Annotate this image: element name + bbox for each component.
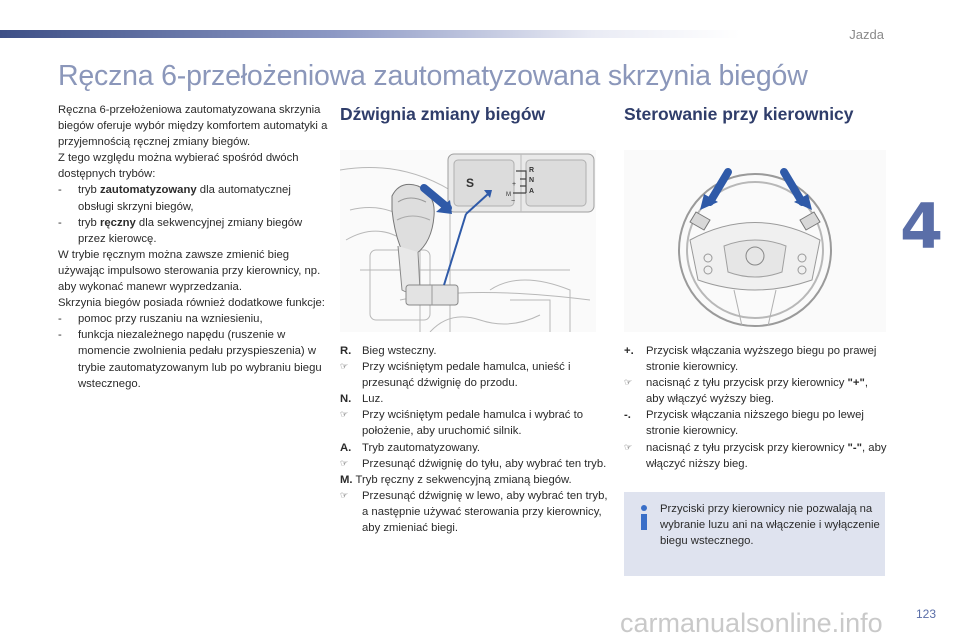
list-item: ☞ Przy wciśniętym pedale hamulca, unieść i przesunąć dźwignię do przodu. <box>340 361 571 390</box>
list-item: - funkcja niezależnego napędu (ruszenie w momencie zwolnienia pedału przyspieszenia) w trybie zautomatyzowanym lub po wybraniu biegu wstecznego. <box>58 329 322 390</box>
list-item: +. Przycisk włączania wyższego biegu po prawej stronie kierownicy. <box>624 345 877 374</box>
position-key: M. <box>340 473 353 486</box>
list-item: ☞ Przy wciśniętym pedale hamulca i wybrać to położenie, aby uruchomić silnik. <box>340 409 584 438</box>
position-key: R. <box>340 345 352 357</box>
panel-label-n: N <box>529 177 535 184</box>
list-dash: - <box>58 313 62 326</box>
list-dash: - <box>58 216 62 229</box>
lever-positions <box>340 343 610 536</box>
intro-paragraph: Z tego względu można wybierać spośród dwóch dostępnych trybów: <box>58 152 299 181</box>
steering-wheel-illustration <box>624 150 886 332</box>
list-item: ☞ nacisnąć z tyłu przycisk przy kierownicy "+", aby włączyć wyższy bieg. <box>624 377 868 406</box>
list-item: ☞ Przesunąć dźwignię w lewo, aby wybrać ten tryb, a następnie używać sterowania przy kierownicy, aby zmieniać biegi. <box>340 489 608 535</box>
arrow-icon: ☞ <box>340 410 349 421</box>
list-item: N. Luz. <box>340 391 610 407</box>
header-bar <box>0 30 740 38</box>
intro-paragraph: Ręczna 6-przełożeniowa zautomatyzowana skrzynia biegów oferuje wybór między komfortem automatyki a przyjemnością ręcznej zmiany biegów. <box>58 104 328 149</box>
page-number: 123 <box>915 607 936 621</box>
paddle-plus <box>800 212 820 230</box>
panel-label-plus: + <box>512 181 517 188</box>
panel-label-r: R <box>529 167 535 174</box>
position-key: A. <box>340 441 352 454</box>
section-label: Jazda <box>849 27 884 42</box>
arrow-icon: ☞ <box>624 442 633 453</box>
panel-label-s: S <box>466 176 475 190</box>
list-item: A. Tryb zautomatyzowany. <box>340 440 610 456</box>
position-key: N. <box>340 393 352 406</box>
arrow-icon: ☞ <box>340 458 349 469</box>
mode-manual: ręczny <box>99 216 136 229</box>
note-text: Przyciski przy kierownicy nie pozwalają na wybranie luzu ani na włączenie i wyłączenie biegu wstecznego. <box>660 503 880 548</box>
list-item: M. Tryb ręczny z sekwencyjną zmianą biegów. <box>340 473 572 486</box>
panel-label-minus: − <box>511 198 516 205</box>
steering-wheel-drawing <box>624 150 886 332</box>
intro-column <box>58 102 328 392</box>
gear-knob <box>392 184 434 293</box>
watermark: carmanualsonline.info <box>620 608 883 638</box>
chapter-number: 4 <box>900 190 944 263</box>
page-title: Ręczna 6-przełożeniowa zautomatyzowana skrzynia biegów <box>58 60 808 92</box>
wheel-controls <box>624 343 888 472</box>
control-key: +. <box>624 345 634 357</box>
intro-paragraph: Skrzynia biegów posiada również dodatkowe funkcje: <box>58 297 325 310</box>
gear-lever-illustration <box>340 150 596 332</box>
list-item: -. Przycisk włączania niższego biegu po lewej stronie kierownicy. <box>624 409 864 438</box>
paddle-minus <box>690 212 710 230</box>
panel-label-m: M <box>506 192 511 198</box>
list-dash: - <box>58 184 62 197</box>
list-item: R. Bieg wsteczny. <box>340 343 610 359</box>
arrow-icon: ☞ <box>340 362 349 373</box>
control-key: -. <box>624 409 631 422</box>
arrow-icon: ☞ <box>340 490 349 501</box>
arrow-icon: ☞ <box>624 378 633 389</box>
list-dash: - <box>58 329 62 342</box>
list-item: - pomoc przy ruszaniu na wzniesieniu, <box>58 311 328 327</box>
mode-automatic: zautomatyzowany <box>99 184 197 197</box>
list-item: ☞ Przesunąć dźwignię do tyłu, aby wybrać ten tryb. <box>340 456 610 472</box>
list-item: - tryb zautomatyzowany dla automatycznej obsługi skrzyni biegów, <box>58 184 291 213</box>
list-item: ☞ nacisnąć z tyłu przycisk przy kierownicy "-", aby włączyć niższy bieg. <box>624 441 887 470</box>
arrow-icon <box>700 172 728 210</box>
intro-paragraph: W trybie ręcznym można zawsze zmienić bieg używając impulsowo sterowania przy kierownicy, np. aby wykonać manewr wyprzedzania. <box>58 248 321 294</box>
gear-lever-drawing <box>340 150 596 332</box>
info-note <box>624 492 885 576</box>
info-icon <box>634 504 654 530</box>
wheel-heading: Sterowanie przy kierownicy <box>624 104 854 124</box>
panel-label-a: A <box>529 188 535 195</box>
list-item: - tryb ręczny dla sekwencyjnej zmiany biegów przez kierowcę. <box>58 216 303 245</box>
lever-heading: Dźwignia zmiany biegów <box>340 104 546 124</box>
